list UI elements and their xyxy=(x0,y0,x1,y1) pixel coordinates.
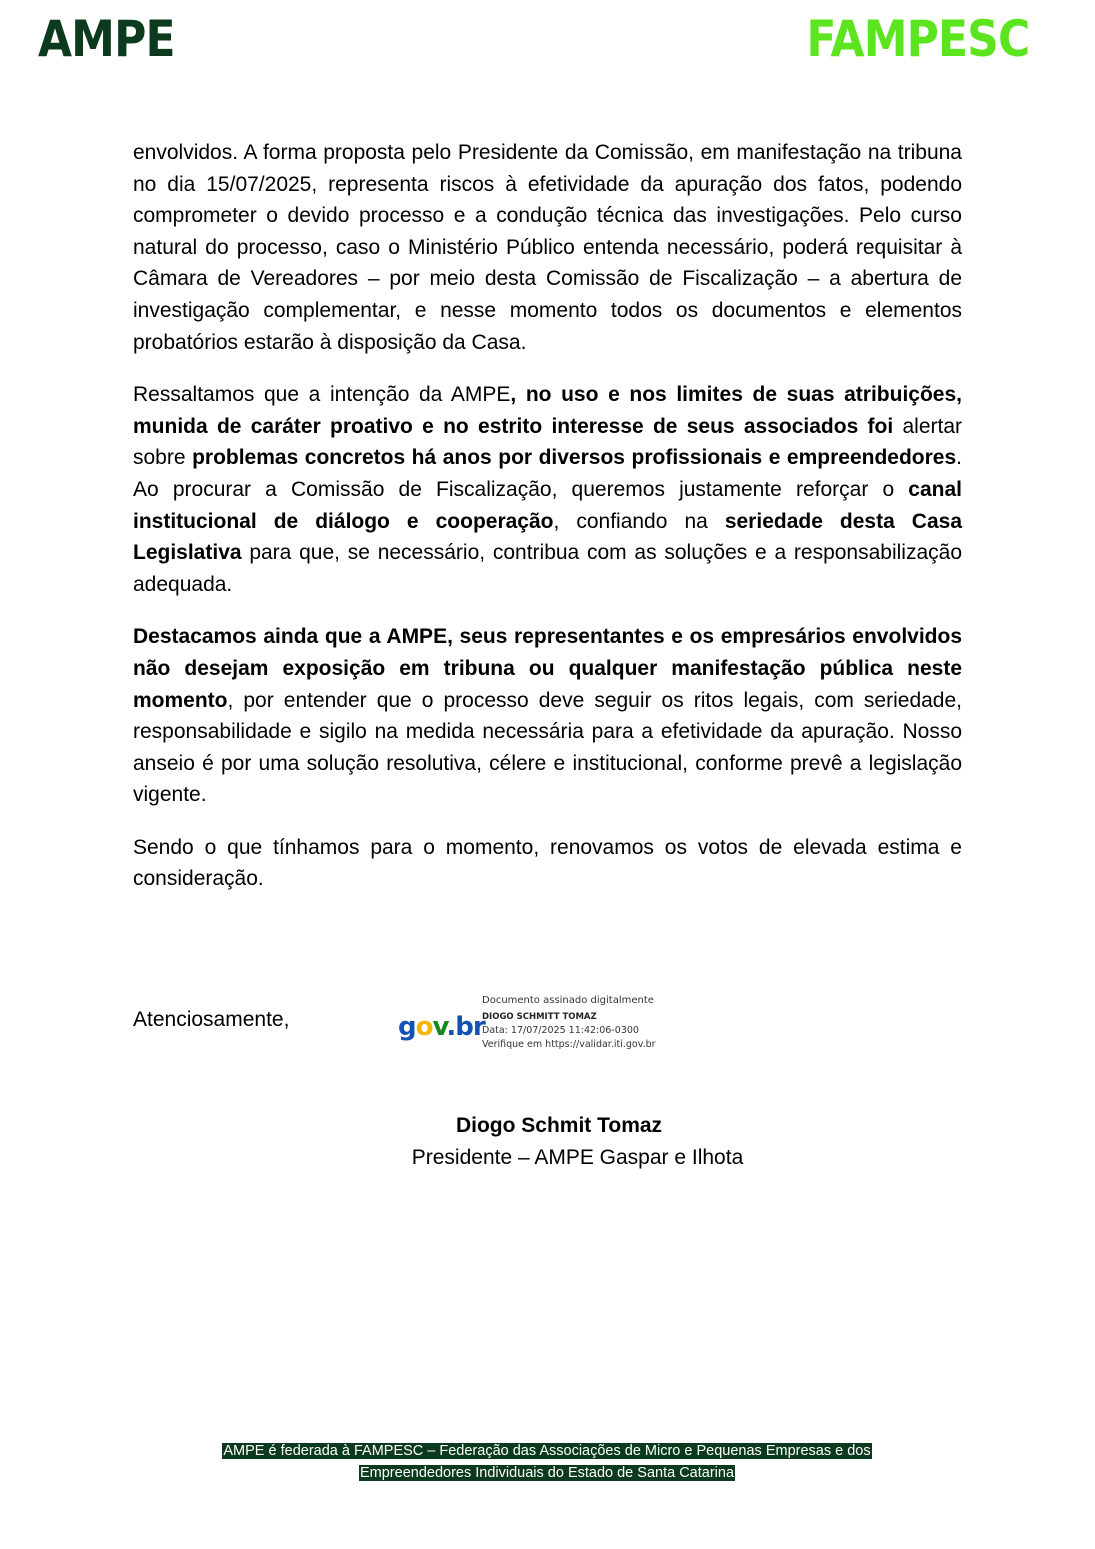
signature-info xyxy=(482,994,656,1052)
signatory-name: Diogo Schmit Tomaz xyxy=(455,1114,663,1137)
ampe-logo: AMPE xyxy=(38,10,175,68)
bold-text-run: Destacamos ainda que a AMPE, seus representantes e os empresários envolvidos não desejam exposição em tribuna ou qualquer manifestação pública neste momento xyxy=(133,625,962,712)
letter-body xyxy=(133,137,962,916)
signature-title: Documento assinado digitalmente xyxy=(482,995,654,1006)
digital-signature-stamp xyxy=(398,994,698,1056)
bold-text-run: seriedade desta Casa Legislativa xyxy=(133,509,962,565)
gov-br-logo: gov.br xyxy=(398,1012,485,1042)
bold-text-run: , no uso e nos limites de suas atribuições, munida de caráter proativo e no estrito interesse de seus associados foi xyxy=(133,383,962,438)
bold-text-run: canal institucional de diálogo e cooperação xyxy=(133,477,962,533)
closing-salutation: Atenciosamente, xyxy=(133,1008,290,1031)
signatory-role: Presidente – AMPE Gaspar e Ilhota xyxy=(411,1146,744,1169)
bold-text-run: problemas concretos há anos por diversos profissionais e empreendedores xyxy=(192,446,957,470)
paragraph xyxy=(133,621,962,811)
paragraph xyxy=(133,137,962,358)
footer xyxy=(174,1440,920,1484)
text-run: . Ao procurar a Comissão de Fiscalização, queremos justamente reforçar o xyxy=(133,446,962,501)
text-run: Ressaltamos que a intenção da AMPE xyxy=(133,383,511,407)
signer-name: DIOGO SCHMITT TOMAZ xyxy=(482,1012,597,1022)
text-run: envolvidos. A forma proposta pelo Presidente da Comissão, em manifestação na tribuna no dia 15/07/2025, representa riscos à efetividade da apuração dos fatos, podendo comprometer o devido processo e a condução técnica das investigações. Pelo curso natural do processo, caso o Ministério Público entenda necessário, poderá requisitar à Câmara de Vereadores – por meio desta Comissão de Fiscalização – a abertura de investigação complementar, e nesse momento todos os documentos e elementos probatórios estarão à disposição da Casa. xyxy=(133,141,962,354)
text-run: alertar sobre xyxy=(133,414,962,470)
signature-date: Data: 17/07/2025 11:42:06-0300 xyxy=(482,1025,639,1036)
text-run: para que, se necessário, contribua com as soluções e a responsabilização adequada. xyxy=(133,541,962,596)
footer-line-1: AMPE é federada à FAMPESC – Federação das Associações de Micro e Pequenas Empresas e dos xyxy=(223,1443,871,1459)
text-run: , por entender que o processo deve seguir os ritos legais, com seriedade, responsabilidade e sigilo na medida necessária para a efetividade da apuração. Nosso anseio é por uma solução resolutiva, célere e institucional, conforme prevê a legislação vigente. xyxy=(133,688,962,807)
text-run: Sendo o que tínhamos para o momento, renovamos os votos de elevada estima e consideração. xyxy=(133,835,962,891)
footer-line-2: Empreendedores Individuais do Estado de Santa Catarina xyxy=(359,1465,735,1481)
paragraph xyxy=(133,379,962,600)
fampesc-logo: FAMPESC xyxy=(806,10,1029,68)
paragraph xyxy=(133,832,962,895)
signature-verify-link[interactable]: Verifique em https://validar.iti.gov.br xyxy=(482,1039,656,1050)
text-run: , confiando na xyxy=(553,509,725,533)
